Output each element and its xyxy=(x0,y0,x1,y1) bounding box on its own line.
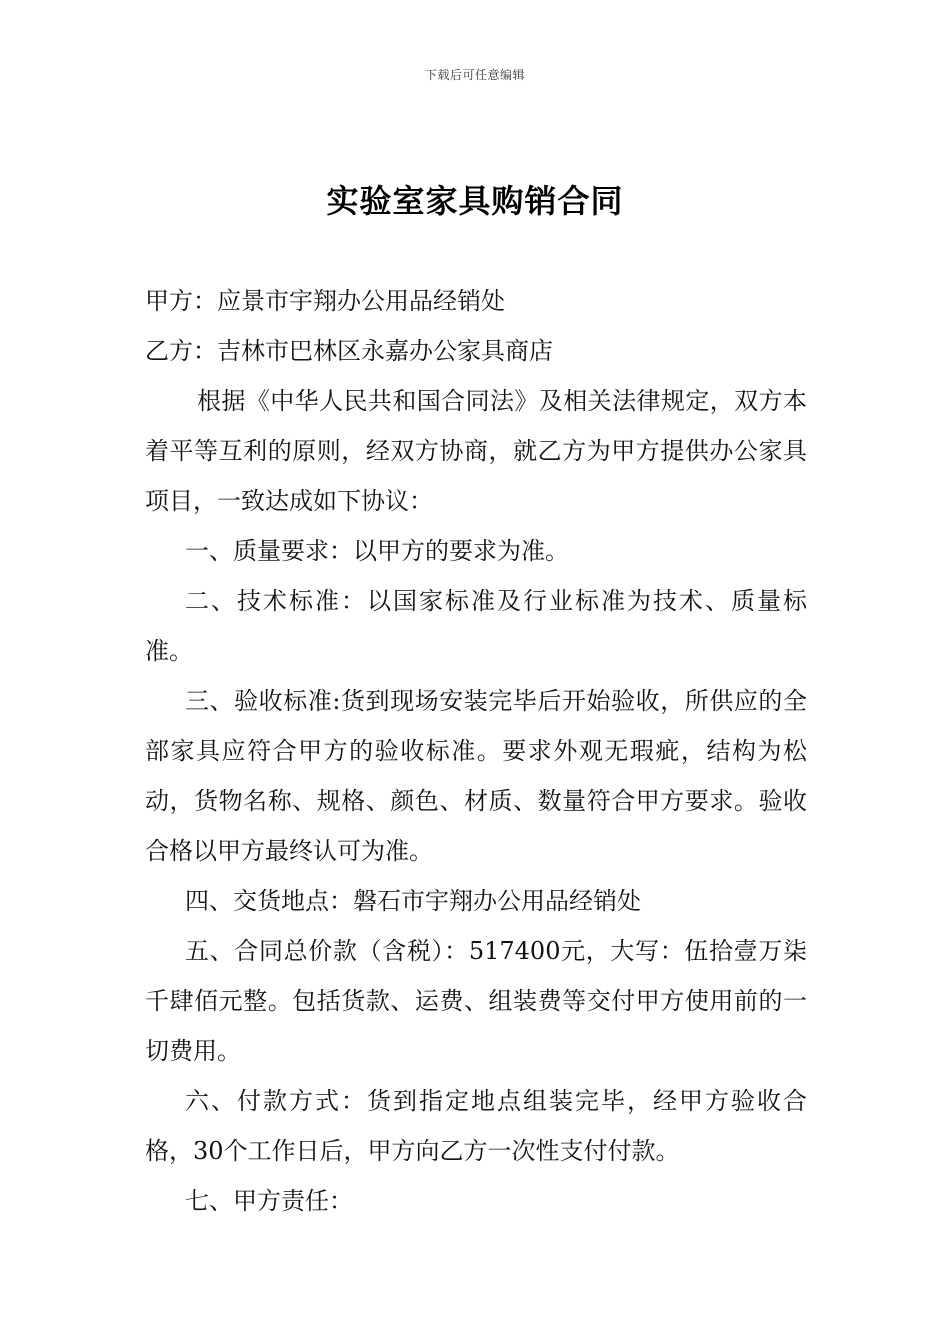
clause-2: 二、技术标准：以国家标准及行业标准为技术、质量标准。 xyxy=(145,587,807,665)
header-note: 下载后可任意编辑 xyxy=(424,68,525,82)
clause-7: 七、甲方责任： xyxy=(185,1187,353,1215)
clause-3: 三、验收标准:货到现场安装完毕后开始验收，所供应的全部家具应符合甲方的验收标准。要求外观无瑕疵，结构为松动，货物名称、规格、颜色、材质、数量符合甲方要求。验收合格以甲方最终认可为准。 xyxy=(145,687,807,865)
clause-4: 四、交货地点：磐石市宇翔办公用品经销处 xyxy=(185,887,641,915)
clause-1: 一、质量要求：以甲方的要求为准。 xyxy=(185,537,569,565)
clause-5: 五、合同总价款（含税）：517400元，大写：伍拾壹万柒千肆佰元整。包括货款、运费、组装费等交付甲方使用前的一切费用。 xyxy=(145,937,807,1065)
clause-6: 六、付款方式：货到指定地点组装完毕，经甲方验收合格，30个工作日后，甲方向乙方一次性支付付款。 xyxy=(145,1087,807,1165)
intro-paragraph: 根据《中华人民共和国合同法》及相关法律规定，双方本着平等互利的原则，经双方协商，就乙方为甲方提供办公家具项目，一致达成如下协议： xyxy=(145,387,807,515)
document-title: 实验室家具购销合同 xyxy=(326,182,624,220)
document-body xyxy=(145,276,807,1226)
party-a-line: 甲方：应景市宇翔办公用品经销处 xyxy=(145,287,505,315)
party-b-line: 乙方：吉林市巴林区永嘉办公家具商店 xyxy=(145,337,553,365)
